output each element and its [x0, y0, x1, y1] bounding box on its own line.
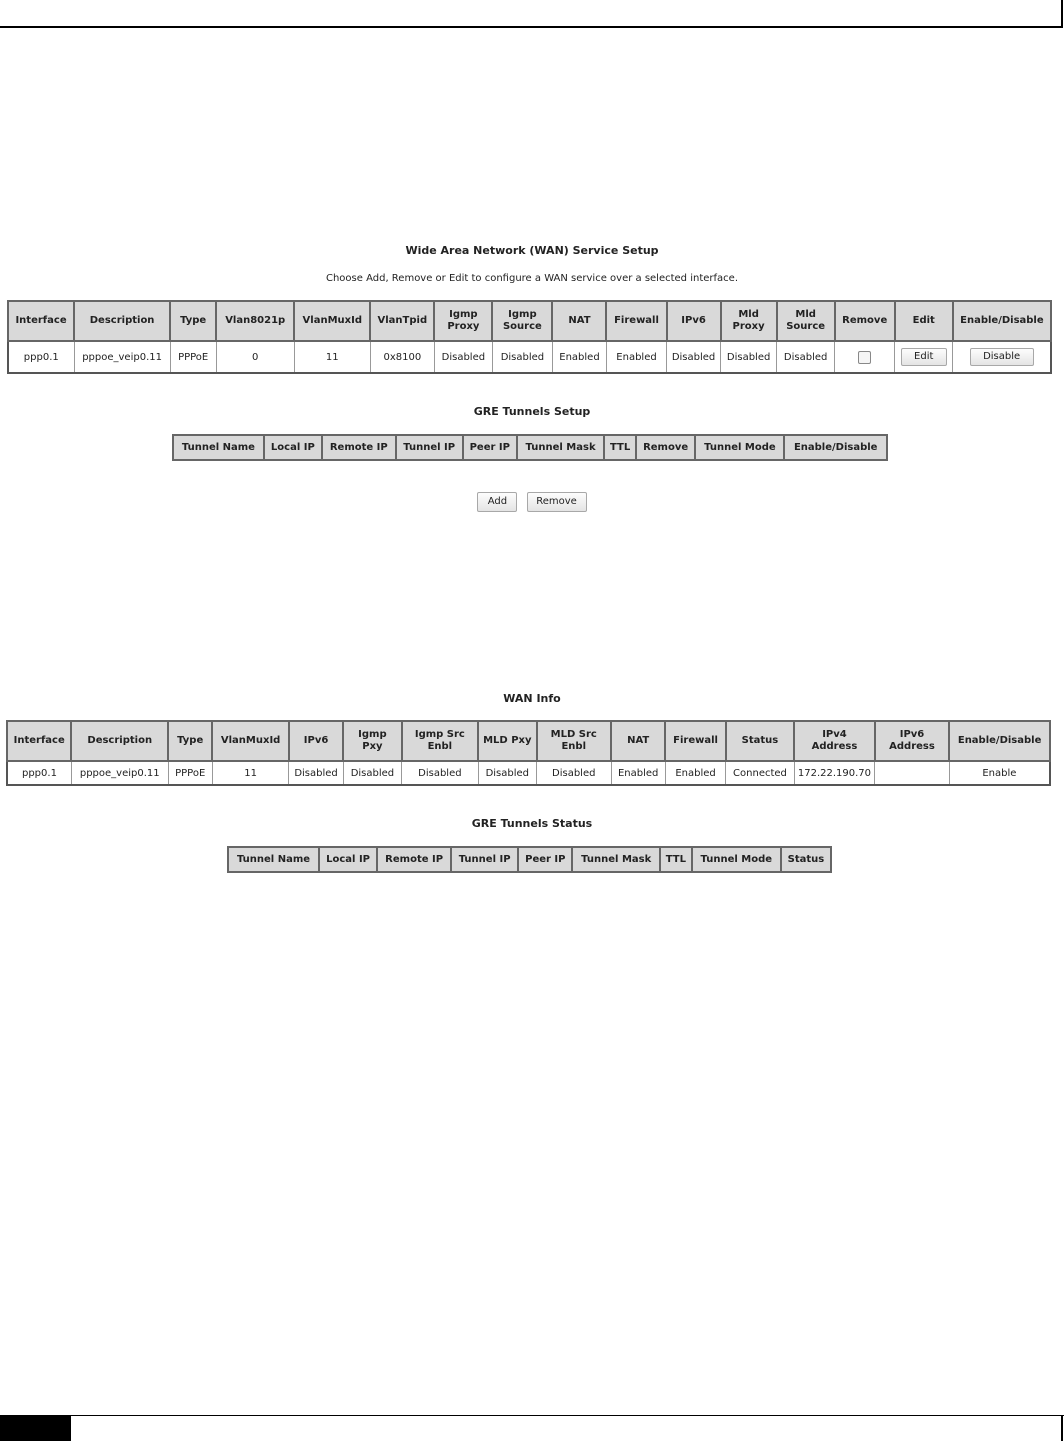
cell-vlan8021p: 0 [216, 341, 294, 373]
col-igmp-proxy: Igmp Proxy [434, 301, 492, 341]
gre-setup-title: GRE Tunnels Setup [473, 405, 591, 418]
col-vlanmuxid: VlanMuxId [212, 721, 289, 761]
col-tunnel-ip: Tunnel IP [451, 847, 518, 872]
col-mld-src-enbl: MLD Src Enbl [537, 721, 612, 761]
col-type: Type [168, 721, 212, 761]
cell-vlanmuxid: 11 [294, 341, 370, 373]
footer-page-tab [0, 1416, 71, 1441]
col-remove: Remove [636, 435, 695, 460]
col-tunnel-name: Tunnel Name [228, 847, 319, 872]
col-mld-source: Mld Source [777, 301, 835, 341]
col-enable-disable: Enable/Disable [949, 721, 1050, 761]
col-vlan8021p: Vlan8021p [216, 301, 294, 341]
wan-setup-table [7, 300, 1052, 374]
cell-vlanmuxid: 11 [212, 761, 289, 785]
col-igmp-source: Igmp Source [492, 301, 552, 341]
remove-checkbox[interactable] [858, 351, 871, 364]
cell-description: pppoe_veip0.11 [71, 761, 168, 785]
cell-status: Connected [726, 761, 794, 785]
col-peer-ip: Peer IP [518, 847, 572, 872]
cell-interface: ppp0.1 [7, 761, 71, 785]
cell-igmp-pxy: Disabled [343, 761, 401, 785]
col-tunnel-mode: Tunnel Mode [695, 435, 784, 460]
gre-setup-table [172, 434, 888, 461]
table-header-row [228, 847, 831, 872]
col-remote-ip: Remote IP [377, 847, 451, 872]
wan-info-title: WAN Info [503, 692, 561, 705]
cell-edit [895, 341, 953, 373]
col-local-ip: Local IP [264, 435, 322, 460]
cell-enable-disable [953, 341, 1051, 373]
col-mld-pxy: MLD Pxy [478, 721, 536, 761]
col-peer-ip: Peer IP [463, 435, 517, 460]
wan-setup-subtitle: Choose Add, Remove or Edit to configure a WAN service over a selected interface. [325, 273, 738, 284]
cell-nat: Enabled [552, 341, 606, 373]
table-row [8, 341, 1051, 373]
cell-firewall: Enabled [665, 761, 725, 785]
cell-vlantpid: 0x8100 [370, 341, 434, 373]
col-igmp-pxy: Igmp Pxy [343, 721, 401, 761]
col-tunnel-mask: Tunnel Mask [572, 847, 660, 872]
cell-igmp-proxy: Disabled [434, 341, 492, 373]
cell-igmp-src-enbl: Disabled [402, 761, 479, 785]
cell-enable-disable: Enable [949, 761, 1050, 785]
col-vlantpid: VlanTpid [370, 301, 434, 341]
col-firewall: Firewall [606, 301, 666, 341]
cell-mld-pxy: Disabled [478, 761, 536, 785]
page-footer-rule [0, 1415, 1064, 1440]
col-ipv6: IPv6 [667, 301, 721, 341]
wan-setup-title: Wide Area Network (WAN) Service Setup [405, 244, 659, 257]
col-ttl: TTL [660, 847, 692, 872]
col-description: Description [71, 721, 168, 761]
table-header-row [8, 301, 1051, 341]
cell-type: PPPoE [170, 341, 216, 373]
col-nat: NAT [611, 721, 665, 761]
col-tunnel-ip: Tunnel IP [396, 435, 463, 460]
disable-button[interactable]: Disable [970, 348, 1034, 366]
col-status: Status [726, 721, 794, 761]
col-ipv6: IPv6 [289, 721, 343, 761]
col-remove: Remove [835, 301, 895, 341]
col-interface: Interface [7, 721, 71, 761]
cell-ipv6: Disabled [667, 341, 721, 373]
table-header-row [7, 721, 1050, 761]
cell-mld-proxy: Disabled [721, 341, 777, 373]
col-interface: Interface [8, 301, 74, 341]
col-tunnel-mask: Tunnel Mask [517, 435, 604, 460]
col-local-ip: Local IP [319, 847, 377, 872]
remove-button[interactable]: Remove [527, 492, 587, 512]
col-ttl: TTL [604, 435, 636, 460]
col-enable-disable: Enable/Disable [953, 301, 1051, 341]
cell-ipv4-address: 172.22.190.70 [794, 761, 875, 785]
cell-type: PPPoE [168, 761, 212, 785]
cell-firewall: Enabled [606, 341, 666, 373]
cell-ipv6-address [875, 761, 950, 785]
col-igmp-src-enbl: Igmp Src Enbl [402, 721, 479, 761]
col-type: Type [170, 301, 216, 341]
col-vlanmuxid: VlanMuxId [294, 301, 370, 341]
cell-igmp-source: Disabled [492, 341, 552, 373]
cell-interface: ppp0.1 [8, 341, 74, 373]
col-firewall: Firewall [665, 721, 725, 761]
col-nat: NAT [552, 301, 606, 341]
cell-description: pppoe_veip0.11 [74, 341, 170, 373]
col-tunnel-mode: Tunnel Mode [692, 847, 781, 872]
footer-right-bar [1061, 1416, 1063, 1441]
col-status: Status [781, 847, 831, 872]
col-description: Description [74, 301, 170, 341]
col-enable-disable: Enable/Disable [784, 435, 887, 460]
table-header-row [173, 435, 887, 460]
col-ipv4-address: IPv4 Address [794, 721, 875, 761]
col-mld-proxy: Mld Proxy [721, 301, 777, 341]
cell-mld-src-enbl: Disabled [537, 761, 612, 785]
cell-nat: Enabled [611, 761, 665, 785]
gre-status-title: GRE Tunnels Status [471, 817, 593, 830]
add-button[interactable]: Add [477, 492, 517, 512]
table-row [7, 761, 1050, 785]
col-edit: Edit [895, 301, 953, 341]
col-remote-ip: Remote IP [322, 435, 396, 460]
cell-ipv6: Disabled [289, 761, 343, 785]
wan-info-table [6, 720, 1051, 786]
gre-status-table [227, 846, 832, 873]
col-ipv6-address: IPv6 Address [875, 721, 950, 761]
col-tunnel-name: Tunnel Name [173, 435, 264, 460]
cell-remove [835, 341, 895, 373]
cell-mld-source: Disabled [777, 341, 835, 373]
page-header-rule [0, 0, 1063, 28]
edit-button[interactable]: Edit [901, 348, 947, 366]
action-buttons [0, 489, 1064, 512]
